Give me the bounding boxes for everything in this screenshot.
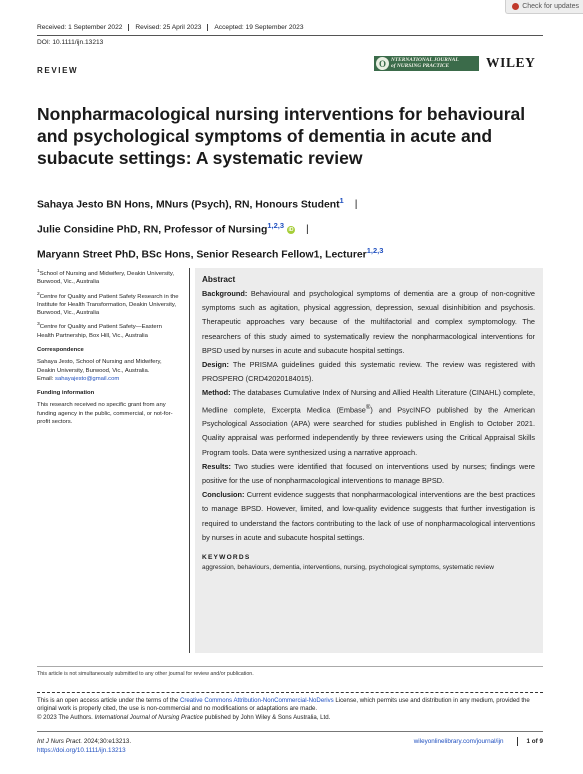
journal-logo-line2: of NURSING PRACTICE xyxy=(391,62,450,69)
license-link[interactable]: Creative Commons Attribution-NonCommercial-NoDerivs xyxy=(179,697,334,704)
header-divider xyxy=(37,35,543,36)
column-divider xyxy=(189,268,190,653)
article-dates xyxy=(37,24,309,31)
crossmark-icon xyxy=(512,3,519,10)
footer-divider xyxy=(37,731,543,732)
author-separator: | xyxy=(306,224,309,236)
journal-logo-line1: NTERNATIONAL JOURNAL xyxy=(391,56,459,63)
received-date: Received: 1 September 2022 xyxy=(37,24,123,31)
abstract-method: Method: The databases Cumulative Index of Nursing and Allied Health Literature (CINAHL) complete, Medline complete, Excerpta Medica (Embase®) and PsycINFO published by the American Psychological Association (APA) were searched for studies published in English to October 2021. Quality appraisal was performed independently by three reviewers using the Critical Appraisal Skills Program tools. Data were synthesized using a narrative approach. xyxy=(202,388,535,457)
affiliation-2: $^2$Centre for Quality and Patient Safety Research in the Institute for Health Transformation, Deakin University, Burwood, Vic., Australia xyxy=(37,291,179,317)
abstract-background: Background: Behavioural and psychological symptoms of dementia are a group of non-cognitive symptoms such as agitation, physical aggression, depression, sexual disinhibition and psychosis. Therapeutic approaches vary because of the multifactorial and complex symptomology. The researchers of this study aimed to systematically review the nonpharmacological interventions for BPSD used by nurses in acute and subacute hospital settings. xyxy=(202,289,535,355)
accepted-date: Accepted: 19 September 2023 xyxy=(207,24,309,31)
publisher-logo[interactable]: WILEY xyxy=(486,55,536,70)
keywords-heading: KEYWORDS xyxy=(202,554,251,562)
section-label: REVIEW xyxy=(37,66,79,75)
check-for-updates-label: Check for updates xyxy=(522,3,579,10)
abstract-conclusion: Conclusion: Current evidence suggests that nonpharmacological interventions are the best practices to manage BPSD. However, limited, and low-quality evidence suggests that further investigation is required to understand the factors contributing to the lack of use of nonpharmacological interventions by nurses in acute and subacute hospital settings. xyxy=(202,490,535,542)
correspondence-text: Sahaya Jesto, School of Nursing and Midwifery, Deakin University, Burwood, Vic., Australia. Email: sahayajesto@gmail.com xyxy=(37,359,162,382)
license-text: This is an open access article under the terms of the Creative Commons Attribution-NonCommercial-NoDerivs License, which permits use and distribution in any medium, provided the original work is properly cited, the use is non-commercial and no modifications or adaptations are made. © 2023 The Authors. International Journal of Nursing Practice published by John Wiley & Sons Australia, Ltd. xyxy=(37,697,530,721)
funding-heading: Funding information xyxy=(37,390,95,397)
email-link[interactable]: sahayajesto@gmail.com xyxy=(55,375,120,382)
footer-separator xyxy=(517,737,518,746)
page-number: 1 of 9 xyxy=(526,738,543,745)
affiliation-text: Centre for Quality and Patient Safety Research in the Institute for Health Transformation, Deakin University, Burwood, Vic., Australia xyxy=(37,293,179,317)
journal-logo-mark: O xyxy=(376,57,389,70)
orcid-icon[interactable]: iD xyxy=(288,226,294,233)
affiliation-1: $^1$School of Nursing and Midwifery, Deakin University, Burwood, Vic., Australia xyxy=(37,269,175,286)
keywords-list: aggression, behaviours, dementia, interventions, nursing, psychological symptoms, systematic review xyxy=(202,564,494,572)
author-3 xyxy=(37,241,547,266)
license-divider xyxy=(37,692,543,693)
abstract-results: Results: Two studies were identified that focused on interventions used by nurses; findings were positive for the use of nonpharmacological interventions to manage BPSD. xyxy=(202,461,535,486)
author-name[interactable]: Julie Considine PhD, RN, Professor of Nursing xyxy=(37,224,268,236)
author-separator: | xyxy=(354,199,358,211)
revised-date: Revised: 25 April 2023 xyxy=(128,24,207,31)
author-list xyxy=(37,191,547,266)
affiliation-text: School of Nursing and Midwifery, Deakin University, Burwood, Vic., Australia xyxy=(37,270,175,286)
abstract-heading: Abstract xyxy=(202,275,236,284)
check-for-updates-button[interactable] xyxy=(505,0,583,14)
author-affiliation-ref[interactable]: 1,2,3 xyxy=(267,220,285,230)
author-1 xyxy=(37,191,547,216)
abstract-design: Design: The PRISMA guidelines guided this systematic review. The review was registered with PROSPERO (CRD42020184015). xyxy=(202,360,535,384)
email-label: Email: xyxy=(37,375,56,382)
author-name[interactable]: Sahaya Jesto BN Hons, MNurs (Psych), RN, Honours Student xyxy=(37,199,340,211)
author-name[interactable]: Maryann Street PhD, BSc Hons, Senior Research Fellow1, Lecturer xyxy=(37,249,367,261)
correspondence-heading: Correspondence xyxy=(37,346,84,353)
doi-line: DOI: 10.1111/ijn.13213 xyxy=(37,39,104,46)
author-affiliation-ref[interactable]: 1,2,3 xyxy=(366,245,384,255)
affiliation-text: Centre for Quality and Patient Safety—Eastern Health Partnership, Box Hill, Vic., Australia xyxy=(37,324,162,339)
notes-divider xyxy=(37,666,543,667)
journal-site-link[interactable]: wileyonlinelibrary.com/journal/ijn xyxy=(413,738,504,745)
affiliations-column xyxy=(37,268,180,430)
footer-citation: Int J Nurs Pract. 2024;30:e13213. https://doi.org/10.1111/ijn.13213 xyxy=(37,738,132,755)
submission-note: This article is not simultaneously submitted to any other journal for review and/or publication. xyxy=(37,671,254,677)
author-affiliation-ref[interactable]: 1 xyxy=(339,196,344,205)
journal-logo[interactable] xyxy=(374,56,479,71)
abstract-box xyxy=(195,268,543,653)
footer-doi-link[interactable]: https://doi.org/10.1111/ijn.13213 xyxy=(37,747,126,755)
author-2 xyxy=(37,216,547,241)
footer-right xyxy=(414,737,543,746)
journal-logo-text xyxy=(391,58,459,70)
article-title: Nonpharmacological nursing interventions for behavioural and psychological symptoms of dementia in acute and subacute settings: A systematic review xyxy=(37,104,526,168)
affiliation-3: $^3$Centre for Quality and Patient Safety—Eastern Health Partnership, Box Hill, Vic., Australia xyxy=(37,322,162,339)
funding-text: This research received no specific grant from any funding agency in the public, commercial, or not-for-profit sectors. xyxy=(37,402,173,426)
